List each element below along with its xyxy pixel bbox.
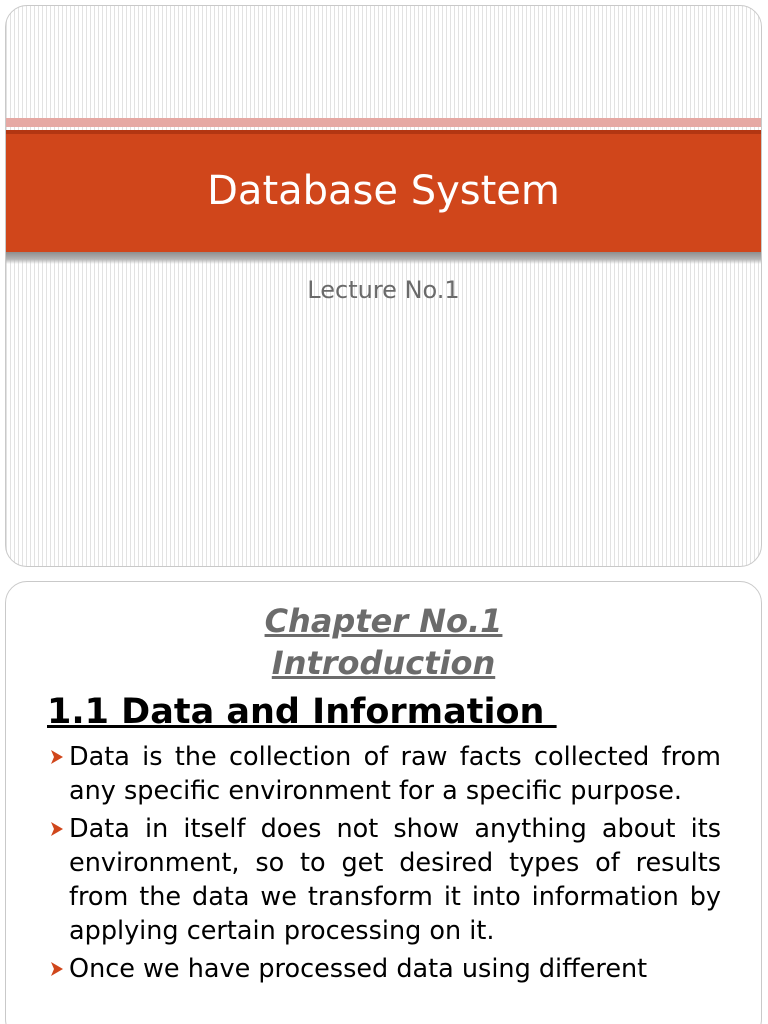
list-item <box>46 740 721 808</box>
chapter-title: Introduction <box>271 644 496 682</box>
section-heading: 1.1 Data and Information <box>47 692 557 732</box>
list-item <box>46 812 721 948</box>
arrow-bullet-icon <box>48 820 66 838</box>
bullet-text: Data is the collection of raw facts collected from any specific environment for a specific purpose. <box>69 742 721 806</box>
arrow-bullet-icon <box>48 748 66 766</box>
title-slide <box>5 5 762 567</box>
bullet-text: Data in itself does not show anything about its environment, so to get desired types of results from the data we transform it into information by applying certain processing on it. <box>69 814 721 946</box>
title-band-shadow <box>6 252 761 264</box>
content-slide <box>5 581 762 1024</box>
slide-title: Database System <box>207 168 560 214</box>
slide-subtitle: Lecture No.1 <box>307 276 460 304</box>
list-item <box>46 952 721 986</box>
accent-band <box>6 118 761 127</box>
bullet-text: Once we have processed data using different <box>69 954 648 984</box>
chapter-number: Chapter No.1 <box>264 602 503 640</box>
arrow-bullet-icon <box>48 960 66 978</box>
bullet-list <box>46 740 721 990</box>
chapter-heading <box>6 600 761 684</box>
